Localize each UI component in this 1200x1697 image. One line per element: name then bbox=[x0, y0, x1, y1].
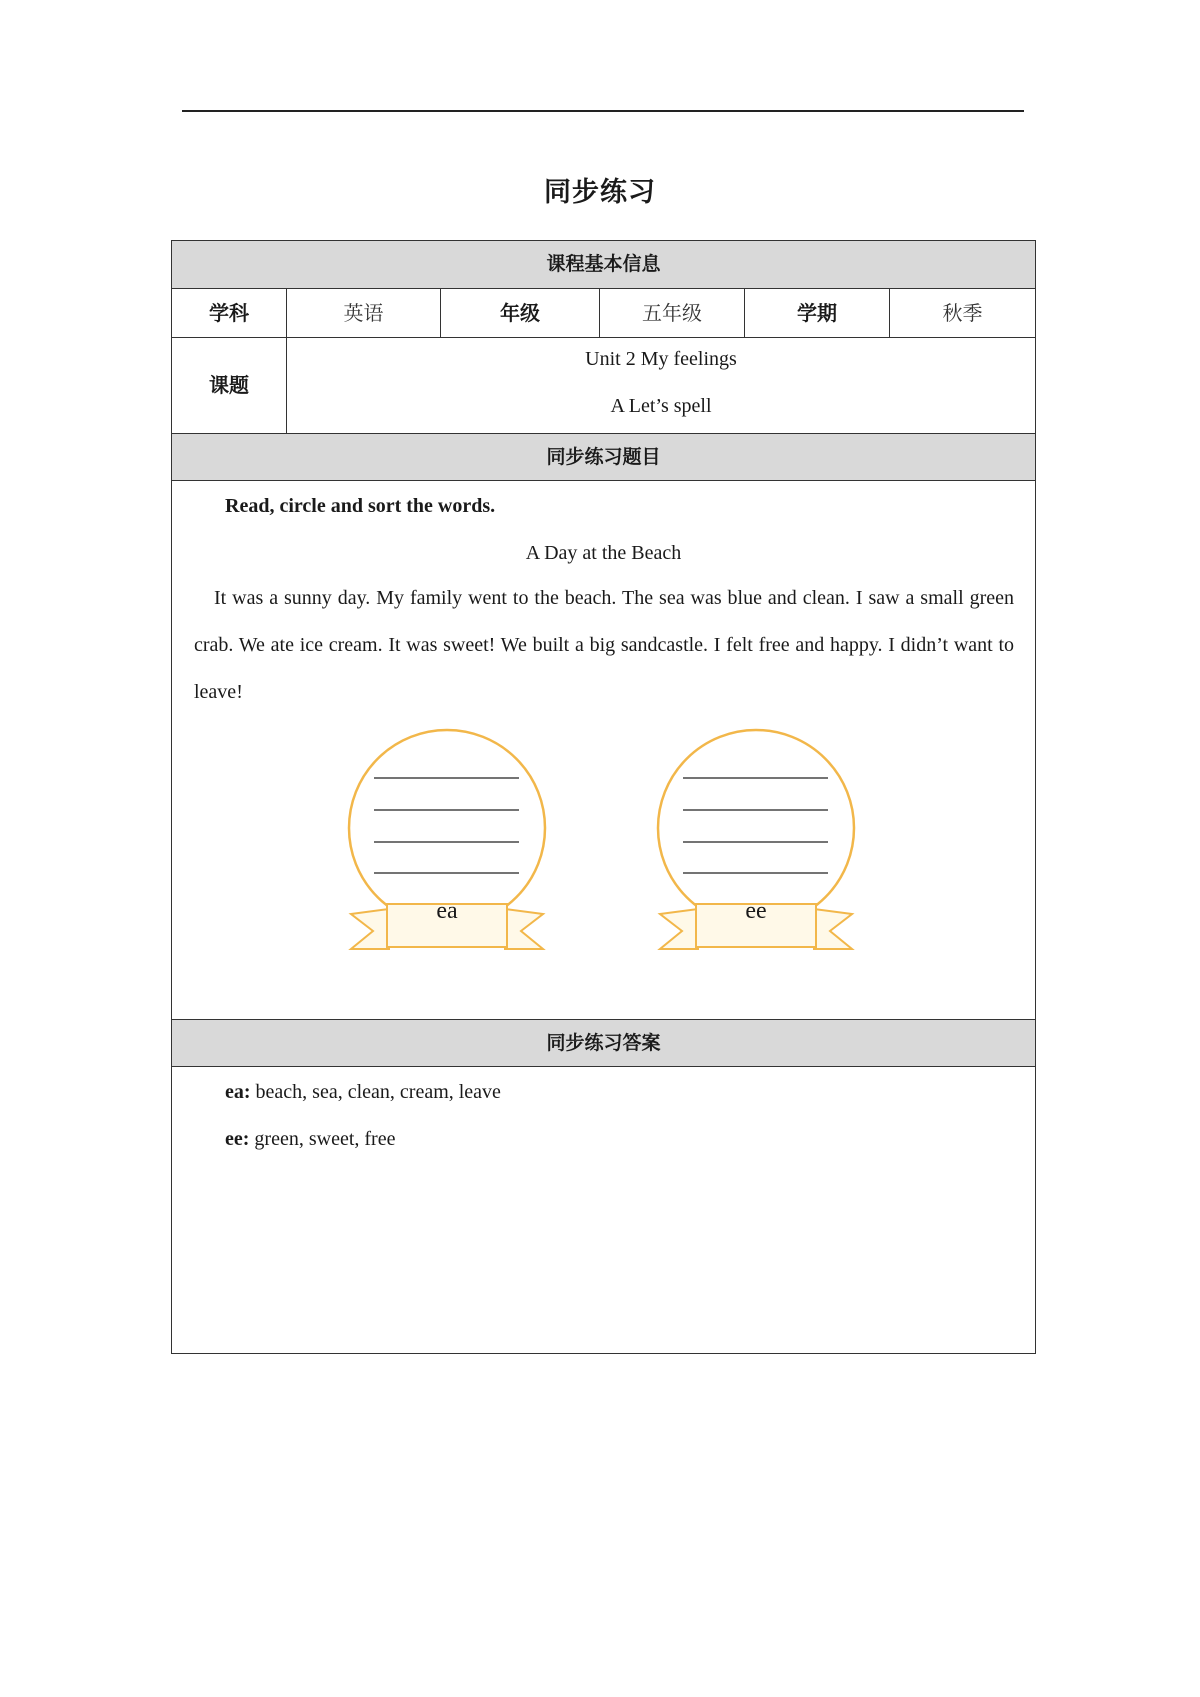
exercise-header: 同步练习题目 bbox=[172, 433, 1035, 481]
term-value: 秋季 bbox=[942, 301, 983, 325]
badge-label-ee: ee bbox=[745, 898, 767, 924]
subject-label: 学科 bbox=[172, 289, 287, 337]
ee-sort-badge bbox=[656, 727, 856, 952]
header-rule bbox=[182, 110, 1024, 112]
badge-label-ea: ea bbox=[436, 898, 458, 924]
answer-header: 同步练习答案 bbox=[172, 1019, 1035, 1067]
story-text: It was a sunny day. My family went to the beach. The sea was blue and clean. I saw a small green crab. We ate ice cream. It was sweet! We built a big sandcastle. I felt free and happy. I didn’t want to leave! bbox=[194, 587, 1014, 703]
answer-key-ea: ea: bbox=[225, 1081, 251, 1103]
ea-sort-badge bbox=[347, 727, 547, 952]
answer-words-ee: green, sweet, free bbox=[249, 1128, 396, 1150]
topic-row bbox=[172, 337, 1035, 433]
worksheet-table bbox=[171, 240, 1036, 1354]
topic-lesson: A Let’s spell bbox=[610, 395, 712, 417]
exercise-instruction: Read, circle and sort the words. bbox=[225, 495, 496, 517]
course-info-row bbox=[172, 289, 1035, 337]
answer-words-ea: beach, sea, clean, cream, leave bbox=[250, 1081, 501, 1103]
grade-value: 五年级 bbox=[600, 289, 745, 337]
answer-ee bbox=[225, 1128, 395, 1151]
topic-unit: Unit 2 My feelings bbox=[585, 348, 737, 370]
topic-label: 课题 bbox=[172, 338, 287, 433]
term-label: 学期 bbox=[745, 289, 890, 337]
grade-label: 年级 bbox=[441, 289, 600, 337]
subject-value: 英语 bbox=[287, 289, 441, 337]
info-header: 课程基本信息 bbox=[172, 241, 1035, 289]
story-title: A Day at the Beach bbox=[525, 542, 682, 564]
answer-ea bbox=[225, 1081, 501, 1104]
answer-key-ee: ee: bbox=[225, 1128, 250, 1150]
page-title: 同步练习 bbox=[544, 177, 656, 208]
story-paragraph bbox=[194, 575, 1014, 716]
